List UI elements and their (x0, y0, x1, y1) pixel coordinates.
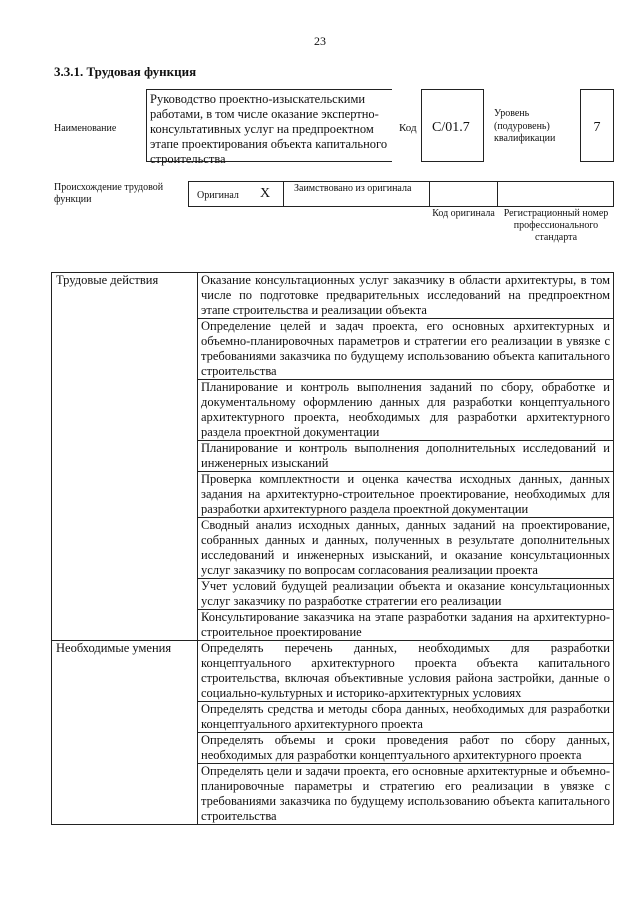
section-item: Планирование и контроль выполнения дополнительных исследований и инженерных изысканий (198, 441, 614, 472)
original-label: Оригинал (197, 190, 239, 201)
section-item: Определение целей и задач проекта, его основных архитектурных и объемно-планировочных параметров и стратегии его реализации в увязке с требованиями заказчика по будущему использованию объекта капитального строительства (198, 319, 614, 380)
section-item: Планирование и контроль выполнения заданий по сбору, обработке и документальному оформлению данных для разработки концептуального архитектурного проекта, необходимых для разработки архитектурного раздела проектной документации (198, 380, 614, 441)
section-item: Проверка комплектности и оценка качества исходных данных, данных задания на архитектурно-строительное проектирование, необходимых для разработки архитектурного раздела проектной документации (198, 472, 614, 518)
code-value: С/01.7 (421, 89, 484, 162)
section-item: Оказание консультационных услуг заказчику в области архитектуры, в том числе по подготовке предварительных исследований на предпроектном этапе строительства и реализации объекта (198, 273, 614, 319)
reg-number-cell (497, 181, 614, 207)
section-item: Консультирование заказчика на этапе разработки задания на архитектурно-строительное проектирование (198, 610, 614, 641)
section-item: Определять объемы и сроки проведения работ по сбору данных, необходимых для разработки концептуального архитектурного проекта (198, 733, 614, 764)
original-cell (188, 181, 284, 207)
section-item: Сводный анализ исходных данных, данных заданий на проектирование, собранных данных и данных, полученных в результате дополнительных исследований и инженерных изысканий, и оказание консультационных услуг заказчику по вопросам согласования реализации проекта (198, 518, 614, 579)
section-label: Необходимые умения (52, 641, 198, 825)
code-original-cell (429, 181, 498, 207)
function-name-value: Руководство проектно-изыскательскими работами, в том числе оказание экспертно-консультативных услуг на предпроектном этапе проектирования объекта капитального строительства (146, 89, 392, 162)
level-value: 7 (580, 89, 614, 162)
section-label: Трудовые действия (52, 273, 198, 641)
name-label: Наименование (54, 123, 117, 134)
original-mark: X (260, 186, 271, 201)
section-item: Учет условий будущей реализации объекта и оказание консультационных услуг заказчику по разработке стратегии его реализации (198, 579, 614, 610)
functions-table (51, 272, 614, 825)
origin-label: Происхождение трудовой функции (54, 182, 164, 205)
page-number: 23 (314, 34, 326, 48)
section-item: Определять средства и методы сбора данных, необходимых для разработки концептуального архитектурного проекта (198, 702, 614, 733)
code-label: Код (399, 122, 417, 134)
reg-number-caption: Регистрационный номер профессионального стандарта (503, 208, 609, 243)
code-original-caption: Код оригинала (432, 208, 495, 219)
table-row (52, 273, 614, 319)
table-row (52, 641, 614, 702)
section-item: Определять перечень данных, необходимых для разработки концептуального архитектурного проекта объекта капитального строительства, включая объективные условия района застройки, данные о социально-культурных и историко-архитектурных условиях (198, 641, 614, 702)
section-item: Определять цели и задачи проекта, его основные архитектурные и объемно-планировочные параметры и стратегию его реализации в увязке с требованиями заказчика по будущему использованию объекта капитального строительства (198, 764, 614, 825)
section-heading: 3.3.1. Трудовая функция (54, 64, 197, 79)
level-label: Уровень (подуровень) квалификации (494, 108, 556, 144)
borrowed-cell: Заимствовано из оригинала (283, 181, 430, 207)
